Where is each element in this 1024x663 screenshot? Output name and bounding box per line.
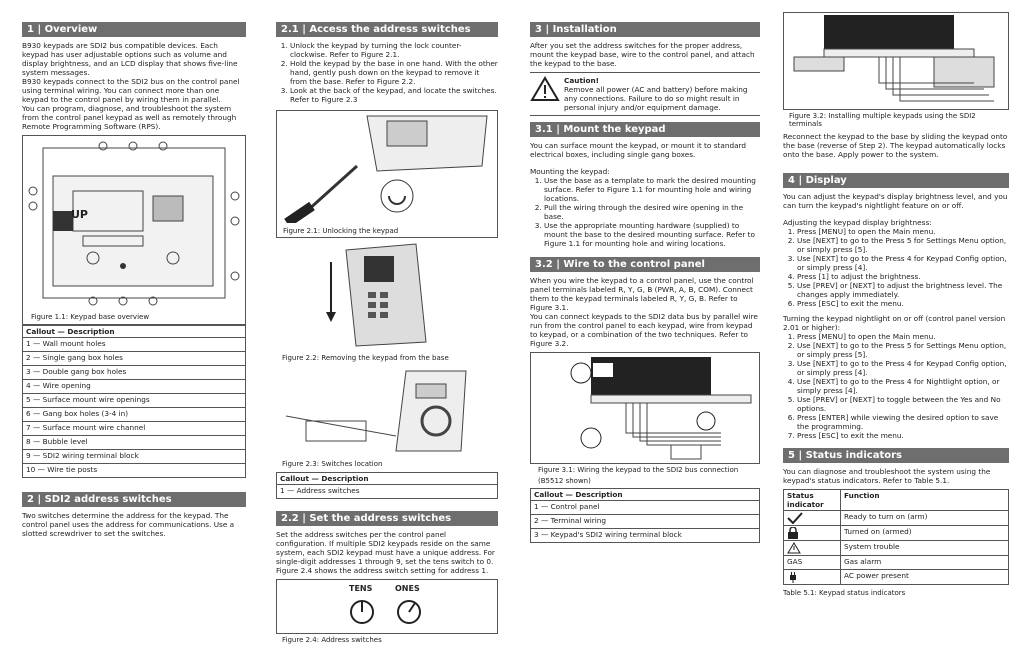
overview-paragraph: B930 keypads connect to the SDI2 bus on the control panel using terminal wiring. You can connect more than one keypad to the control panel by wiring them in parallel. xyxy=(22,77,240,104)
figure-2-3 xyxy=(276,366,498,470)
wire-paragraph: You can connect keypads to the SDI2 data bus by parallel wire run from the control panel to each keypad, wire from keypad to keypad, or a combination of the two techniques. Refer to Figure 3.2. xyxy=(530,312,758,348)
caution-box xyxy=(530,72,760,116)
list-item: 3. Use [NEXT] to go to the Press 4 for Keypad Config option, or simply press [4]. xyxy=(797,254,1009,272)
caution-title: Caution! xyxy=(564,76,599,85)
wire-paragraph: When you wire the keypad to a control panel, use the control panel terminals labeled R, Y, G, B (PWR, A, B, COM). Connect them to the keypad terminals labeled R, Y, G, B. Refer to Figure 3.1. xyxy=(530,276,754,312)
wire-heading: 3.2 | Wire to the control panel xyxy=(530,257,760,272)
list-item: 3. Look at the back of the keypad, and locate the switches. Refer to Figure 2.3 xyxy=(290,86,498,104)
nightlight-intro: Turning the keypad nightlight on or off (control panel version 2.01 or higher): xyxy=(783,314,1006,332)
figure-1-1-caption: Figure 1.1: Keypad base overview xyxy=(31,313,150,321)
set-heading: 2.2 | Set the address switches xyxy=(276,511,498,526)
mount-paragraph: You can surface mount the keypad, or mount it to standard electrical boxes, including single gang boxes. xyxy=(530,141,747,159)
figure-2-4 xyxy=(276,579,498,634)
table-row: System trouble xyxy=(841,541,1009,556)
list-item: 5. Use [PREV] or [NEXT] to adjust the brightness level. The changes apply immediately. xyxy=(797,281,1009,299)
list-item: 2. Hold the keypad by the base in one hand. With the other hand, gently push down on the keypad to remove it from the base. Refer to Figure 2.2. xyxy=(290,59,498,86)
tens-label: TENS xyxy=(349,584,373,593)
table-row: 1 — Address switches xyxy=(277,485,498,499)
mount-intro: Mounting the keypad: xyxy=(530,167,610,176)
list-item: 1. Unlock the keypad by turning the lock counter-clockwise. Refer to Figure 2.1. xyxy=(290,41,498,59)
address-switch-drawing xyxy=(277,580,497,633)
table-row: 5 — Surface mount wire openings xyxy=(23,394,246,408)
list-item: 6. Press [ENTER] while viewing the desired option to save the programming. xyxy=(797,413,1009,431)
column-1 xyxy=(22,22,246,538)
figure-3-1-caption: Figure 3.1: Wiring the keypad to the SDI2 bus connection xyxy=(538,466,739,474)
table-row: 3 — Keypad's SDI2 wiring terminal block xyxy=(531,529,760,543)
mount-steps xyxy=(530,176,760,248)
column-3 xyxy=(530,22,760,543)
up-label: UP xyxy=(71,208,88,221)
callout-table-2 xyxy=(276,472,498,499)
warning-icon xyxy=(530,76,564,112)
table-row: 6 — Gang box holes (3-4 in) xyxy=(23,408,246,422)
sdi2-heading: 2 | SDI2 address switches xyxy=(22,492,246,507)
figure-2-4-caption: Figure 2.4: Address switches xyxy=(282,636,382,644)
table-row: 1 — Control panel xyxy=(531,501,760,515)
figure-3-1-subcaption: (B5512 shown) xyxy=(538,477,591,485)
status-table xyxy=(783,489,1009,585)
overview-paragraph: B930 keypads are SDI2 bus compatible devices. Each keypad has user adjustable options such as volume and display brightness, and an LCD display that shows five-line system messages. xyxy=(22,41,238,77)
figure-1-1 xyxy=(22,135,246,325)
function-header: Function xyxy=(841,490,1009,511)
display-paragraph: You can adjust the keypad's display brightness level, and you can turn the keypad's nightlight feature on or off. xyxy=(783,192,1008,210)
table-row: 2 — Single gang box holes xyxy=(23,352,246,366)
brightness-steps xyxy=(783,227,1009,308)
list-item: 4. Use [NEXT] to go to the Press 4 for Nightlight option, or simply press [4]. xyxy=(797,377,1009,395)
wiring-drawing xyxy=(531,353,759,463)
mount-heading: 3.1 | Mount the keypad xyxy=(530,122,760,137)
access-heading: 2.1 | Access the address switches xyxy=(276,22,498,37)
table-row: Gas alarm xyxy=(841,556,1009,570)
unlocking-drawing xyxy=(277,111,497,223)
list-item: 2. Use [NEXT] to go to the Press 5 for Settings Menu option, or simply press [5]. xyxy=(797,236,1009,254)
nightlight-steps xyxy=(783,332,1009,440)
lock-icon xyxy=(784,526,841,541)
ones-label: ONES xyxy=(395,584,420,593)
table-row: 4 — Wire opening xyxy=(23,380,246,394)
reconnect-paragraph: Reconnect the keypad to the base by sliding the keypad onto the base (reverse of Step 2). The keypad automatically locks onto the base. Apply power to the system. xyxy=(783,132,1008,159)
callout-table-3 xyxy=(530,488,760,543)
list-item: 7. Press [ESC] to exit the menu. xyxy=(797,431,1009,440)
table-row: Turned on (armed) xyxy=(841,526,1009,541)
callout-table-1 xyxy=(22,325,246,478)
list-item: 1. Use the base as a template to mark the desired mounting surface. Refer to Figure 1.1 for mounting hole and wiring locations. xyxy=(544,176,760,203)
table-row: AC power present xyxy=(841,570,1009,585)
figure-2-1 xyxy=(276,110,498,238)
gas-icon: GAS xyxy=(784,556,841,570)
ac-plug-icon xyxy=(784,570,841,585)
sdi2-paragraph: Two switches determine the address for the keypad. The control panel uses the address for communications. Use a slotted screwdriver to set the switches. xyxy=(22,511,235,538)
figure-3-2-caption: Figure 3.2: Installing multiple keypads using the SDI2 terminals xyxy=(789,112,976,128)
figure-3-2 xyxy=(783,12,1009,110)
table-row: 10 — Wire tie posts xyxy=(23,464,246,478)
multiple-keypads-drawing xyxy=(784,13,1008,109)
table-row: 7 — Surface mount wire channel xyxy=(23,422,246,436)
overview-heading: 1 | Overview xyxy=(22,22,246,37)
status-heading: 5 | Status indicators xyxy=(783,448,1009,463)
list-item: 5. Use [PREV] or [NEXT] to toggle between the Yes and No options. xyxy=(797,395,1009,413)
list-item: 1. Press [MENU] to open the Main menu. xyxy=(797,332,1009,341)
status-indicator-header: Status indicator xyxy=(784,490,841,511)
set-paragraph: Set the address switches per the control panel configuration. If multiple SDI2 keypads reside on the same system, each SDI2 keypad must have a unique address. For single-digit addresses 1 through 9, set the tens switch to 0. Figure 2.4 shows the address switch setting for address 1. xyxy=(276,530,495,575)
table-row: 3 — Double gang box holes xyxy=(23,366,246,380)
installation-paragraph: After you set the address switches for the proper address, mount the keypad base, wire to the control panel, and attach the keypad to the base. xyxy=(530,41,755,68)
switches-location-drawing xyxy=(276,366,496,456)
list-item: 4. Press [1] to adjust the brightness. xyxy=(797,272,1009,281)
display-heading: 4 | Display xyxy=(783,173,1009,188)
table-row: 8 — Bubble level xyxy=(23,436,246,450)
access-steps xyxy=(276,41,498,104)
figure-2-2-caption: Figure 2.2: Removing the keypad from the base xyxy=(282,354,449,362)
check-icon xyxy=(784,511,841,526)
callout-header: Callout — Description xyxy=(531,489,760,501)
installation-heading: 3 | Installation xyxy=(530,22,760,37)
figure-3-1 xyxy=(530,352,760,464)
list-item: 3. Use [NEXT] to go to the Press 4 for Keypad Config option, or simply press [4]. xyxy=(797,359,1009,377)
brightness-intro: Adjusting the keypad display brightness: xyxy=(783,218,932,227)
removing-keypad-drawing xyxy=(276,242,496,348)
column-4 xyxy=(783,12,1009,597)
list-item: 2. Use [NEXT] to go to the Press 5 for Settings Menu option, or simply press [5]. xyxy=(797,341,1009,359)
status-paragraph: You can diagnose and troubleshoot the system using the keypad's status indicators. Refer to Table 5.1. xyxy=(783,467,991,485)
warning-icon xyxy=(784,541,841,556)
figure-2-3-caption: Figure 2.3: Switches location xyxy=(282,460,383,468)
table-5-1-caption: Table 5.1: Keypad status indicators xyxy=(783,589,906,597)
table-row: 2 — Terminal wiring xyxy=(531,515,760,529)
callout-header: Callout — Description xyxy=(23,326,246,338)
caution-text: Remove all power (AC and battery) before making any connections. Failure to do so might result in personal injury and/or equipment damage. xyxy=(564,85,748,112)
list-item: 2. Pull the wiring through the desired wire opening in the base. xyxy=(544,203,760,221)
column-2 xyxy=(276,22,498,644)
overview-paragraph: You can program, diagnose, and troubleshoot the system from the control panel keypad as well as remotely through Remote Programming Software (RPS). xyxy=(22,104,237,131)
table-row: Ready to turn on (arm) xyxy=(841,511,1009,526)
table-row: 1 — Wall mount holes xyxy=(23,338,246,352)
list-item: 3. Use the appropriate mounting hardware (supplied) to mount the base to the desired mounting surface. Refer to Figure 1.1 for mounting hole and wiring locations. xyxy=(544,221,760,248)
figure-2-1-caption: Figure 2.1: Unlocking the keypad xyxy=(283,227,399,235)
callout-header: Callout — Description xyxy=(277,473,498,485)
figure-2-2 xyxy=(276,242,498,362)
keypad-base-drawing xyxy=(23,136,245,306)
table-row: 9 — SDI2 wiring terminal block xyxy=(23,450,246,464)
list-item: 6. Press [ESC] to exit the menu. xyxy=(797,299,1009,308)
list-item: 1. Press [MENU] to open the Main menu. xyxy=(797,227,1009,236)
